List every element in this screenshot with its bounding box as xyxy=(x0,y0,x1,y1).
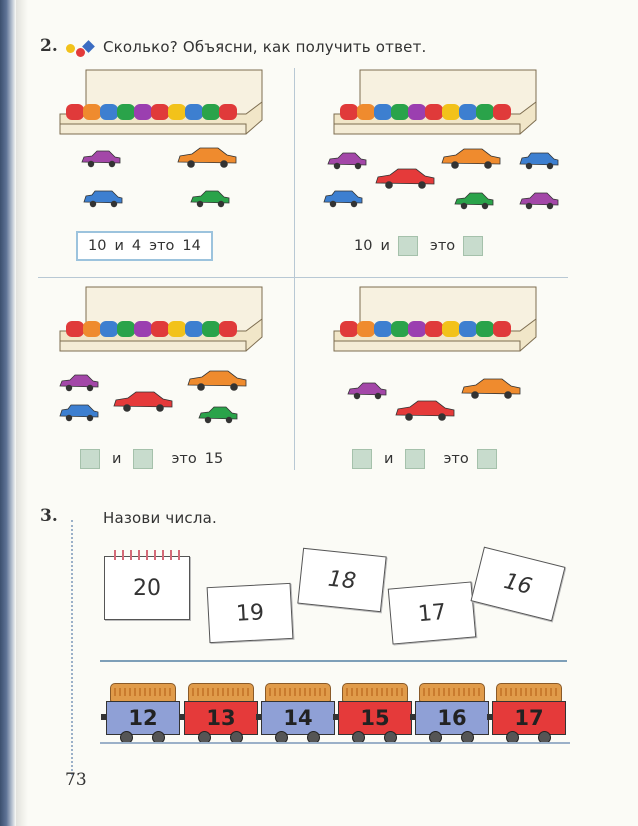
car-box-3 xyxy=(56,285,266,355)
card-number: 18 xyxy=(326,566,358,594)
car-icon xyxy=(194,404,242,424)
eq-number: 4 xyxy=(131,238,142,254)
eq-word: и xyxy=(384,451,394,467)
eq-word: это xyxy=(429,238,456,254)
page-gutter-shadow xyxy=(16,0,28,826)
wagon-12 xyxy=(106,683,178,743)
answer-box[interactable] xyxy=(463,236,483,256)
separator-line xyxy=(100,660,567,662)
answer-box[interactable] xyxy=(133,449,153,469)
car-icon xyxy=(176,145,238,169)
wagon-body xyxy=(492,701,566,735)
wagon-roof xyxy=(342,683,408,702)
car-icon xyxy=(394,398,456,422)
task-2-number: 2. xyxy=(40,36,58,56)
car-icon xyxy=(80,148,122,168)
eq-word: и xyxy=(112,451,122,467)
car-icon xyxy=(374,166,436,190)
calendar-rings-icon xyxy=(111,550,181,560)
coupling-icon xyxy=(179,714,185,720)
car-icon xyxy=(186,368,248,392)
wagon-roof xyxy=(419,683,485,702)
answer-box[interactable] xyxy=(352,449,372,469)
answer-box[interactable] xyxy=(80,449,100,469)
eq-number: 14 xyxy=(182,238,201,254)
card-number: 16 xyxy=(501,568,535,600)
eq-word: это xyxy=(149,238,175,254)
wagon-number: 16 xyxy=(437,706,467,730)
wagon-number: 13 xyxy=(206,706,236,730)
car-icon xyxy=(58,372,100,392)
grid-divider-horizontal xyxy=(38,277,568,278)
eq-number: 10 xyxy=(88,238,107,254)
equation-panel-4 xyxy=(352,446,497,472)
coupling-icon xyxy=(101,714,107,720)
task-3-number: 3. xyxy=(40,506,58,526)
wagon-17 xyxy=(492,683,564,743)
car-icon xyxy=(450,190,498,210)
wagon-roof xyxy=(188,683,254,702)
wagon-roof xyxy=(265,683,331,702)
car-icon xyxy=(440,146,502,170)
car-box-1 xyxy=(56,68,266,138)
wagon-16 xyxy=(415,683,487,743)
car-icon xyxy=(518,190,560,210)
car-box-4 xyxy=(330,285,540,355)
page-number: 73 xyxy=(65,770,87,790)
car-icon xyxy=(326,150,368,170)
wagon-15 xyxy=(338,683,410,743)
answer-box[interactable] xyxy=(398,236,418,256)
card-number: 17 xyxy=(416,599,448,627)
grid-divider-vertical xyxy=(294,68,295,470)
calendar-card-17 xyxy=(388,581,477,644)
wagon-number: 17 xyxy=(514,706,544,730)
yellow-dot-icon xyxy=(66,44,75,53)
calendar-card-18 xyxy=(297,548,386,612)
car-box-2 xyxy=(330,68,540,138)
rail-track xyxy=(100,742,570,744)
dotted-margin-line xyxy=(71,520,73,775)
task-3-text: Назови числа. xyxy=(103,509,217,527)
wagon-number: 15 xyxy=(360,706,390,730)
wagon-13 xyxy=(184,683,256,743)
car-icon xyxy=(80,188,126,208)
task-2-text: Сколько? Объясни, как получить ответ. xyxy=(103,38,427,56)
car-icon xyxy=(346,380,388,400)
calendar-card-19 xyxy=(207,583,294,643)
book-spine xyxy=(0,0,16,826)
wagon-roof xyxy=(496,683,562,702)
card-number: 20 xyxy=(133,575,161,601)
wagon-14 xyxy=(261,683,333,743)
eq-number: 15 xyxy=(204,451,224,467)
eq-word: это xyxy=(171,451,197,467)
wagon-body xyxy=(338,701,412,735)
car-icon xyxy=(112,389,174,413)
coupling-icon xyxy=(333,714,339,720)
coupling-icon xyxy=(487,714,493,720)
wagon-number: 12 xyxy=(128,706,158,730)
equation-panel-3 xyxy=(80,446,223,472)
eq-word: и xyxy=(114,238,124,254)
equation-panel-1 xyxy=(76,231,213,261)
calendar-card-16 xyxy=(470,547,565,622)
equation-panel-2 xyxy=(354,233,483,259)
car-icon xyxy=(186,188,234,208)
coupling-icon xyxy=(256,714,262,720)
answer-box[interactable] xyxy=(405,449,425,469)
calendar-card-20 xyxy=(104,556,190,620)
wagon-body xyxy=(184,701,258,735)
wagon-body xyxy=(415,701,489,735)
car-icon xyxy=(56,402,102,422)
wagon-roof xyxy=(110,683,176,702)
card-number: 19 xyxy=(235,599,265,627)
red-dot-icon xyxy=(76,48,85,57)
answer-box[interactable] xyxy=(477,449,497,469)
car-icon xyxy=(460,376,522,400)
eq-number: 10 xyxy=(354,238,373,254)
eq-word: и xyxy=(380,238,390,254)
car-icon xyxy=(320,188,366,208)
car-icon xyxy=(518,150,560,170)
wagon-body xyxy=(106,701,180,735)
wagon-body xyxy=(261,701,335,735)
eq-word: это xyxy=(443,451,469,467)
coupling-icon xyxy=(410,714,416,720)
wagon-number: 14 xyxy=(283,706,313,730)
